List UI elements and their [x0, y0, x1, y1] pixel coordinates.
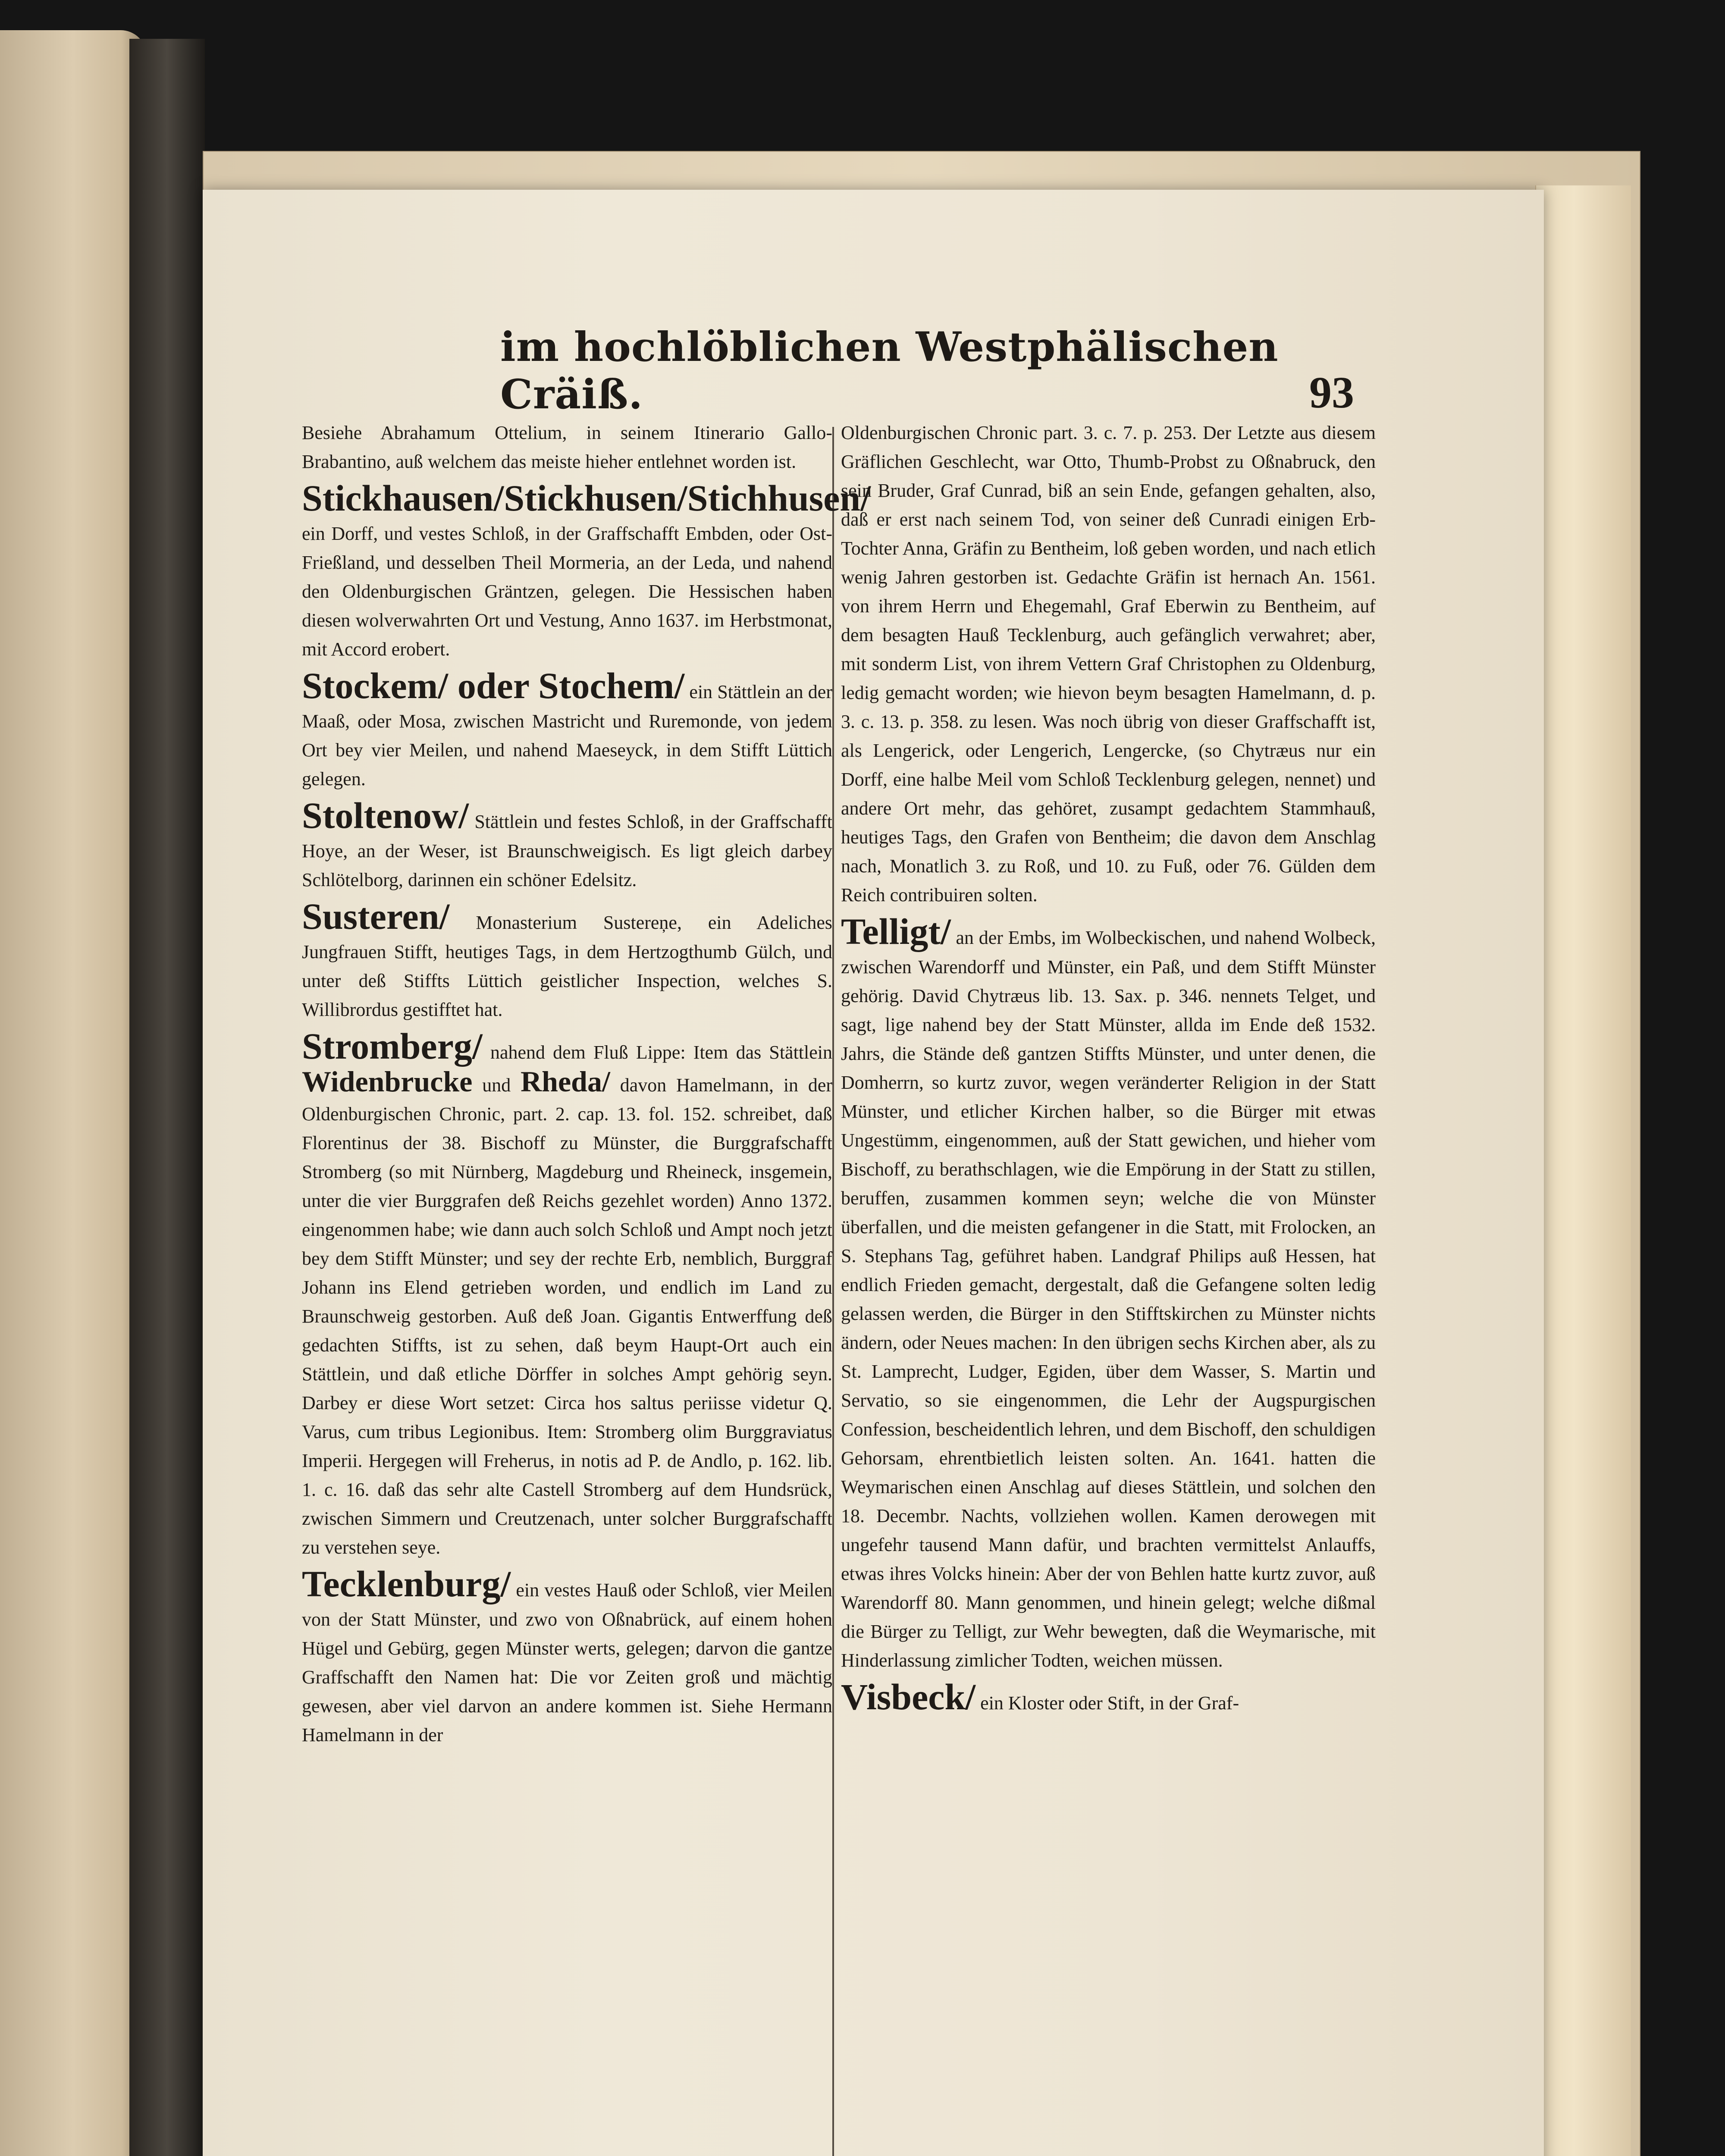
entry-title-tecklenburg: Tecklenburg/	[302, 1563, 511, 1604]
entry-visbeck	[841, 1676, 1376, 1718]
word-und: und	[482, 1075, 511, 1096]
entry-stickhausen	[302, 477, 871, 664]
entry-text-stromberg: davon Hamelmann, in der Oldenburgischen Chronic, part. 2. cap. 13. fol. 152. schreibet, daß Florentinus der 38. Bischoff zu Münster, die Burggrafschafft Stromberg (so mit Nürnberg, Magdeburg und Rheineck, insgemein, unter die vier Burggrafen deß Reichs gezehlet worden) Anno 1372. eingenommen habe; wie dann auch solch Schloß und Ampt noch jetzt bey dem Stifft Münster; und sey der rechte Erb, nemblich, Burggraf Johann ins Elend getrieben worden, und endlich im Land zu Braunschweig gestorben. Auß deß Joan. Gigantis Entwerffung deß gedachten Stiffts, ist zu sehen, daß beym Haupt-Ort auch ein Stättlein, und daß etliche Dörffer in solches Ampt gehörig seyn. Darbey er diese Wort setzet: Circa hos saltus periisse videtur Q. Varus, cum tribus Legionibus. Item: Stromberg olim Burggraviatus Imperii. Hergegen will Freherus, in notis ad P. de Andlo, p. 162. lib. 1. c. 16. daß das sehr alte Castell Stromberg auf dem Hundsrück, zwischen Simmern und Creutzenach, unter solcher Burggrafschafft zu verstehen seye.	[302, 1075, 833, 1558]
left-column	[302, 418, 871, 1750]
entry-text-stickhausen: ein Dorff, und vestes Schloß, in der Graffschafft Embden, oder Ost-Frießland, und desselben Theil Mormeria, an der Leda, und nahend den Oldenburgischen Gräntzen, gelegen. Die Hessischen haben diesen wolverwahrten Ort und Vestung, Anno 1637. im Herbstmonat, mit Accord erobert.	[302, 523, 832, 660]
entry-title-stickhausen: Stickhausen/Stickhusen/Stichhusen/	[302, 477, 871, 519]
entry-stockem	[302, 664, 832, 793]
book-gutter	[129, 39, 205, 2156]
right-column	[841, 418, 1376, 1719]
entry-title-telligt: Telligt/	[841, 911, 951, 952]
entry-lead-stromberg: nahend dem Fluß Lippe: Item das Stättlein	[490, 1042, 832, 1063]
page-number: 93	[1309, 368, 1354, 417]
entry-tecklenburg	[302, 1563, 832, 1749]
page-header	[500, 323, 1354, 418]
entry-stoltenow	[302, 794, 832, 894]
entry-stromberg	[302, 1025, 832, 1562]
entry-telligt	[841, 910, 1376, 1675]
intro-text: Besiehe Abrahamum Ottelium, in seinem Itinerario Gallo-Brabantino, auß welchem das meiste hieher entlehnet worden ist.	[302, 422, 832, 472]
entry-text-telligt: an der Embs, im Wolbeckischen, und nahend Wolbeck, zwischen Warendorff und Münster, ein Paß, und dem Stifft Münster gehörig. David Chytræus lib. 13. Sax. p. 346. nennets Telget, und sagt, lige nahend bey der Statt Münster, allda im Ende deß 1532. Jahrs, die Stände deß gantzen Stiffts Münster, und unter denen, die Domherrn, so kurtz zuvor, wegen veränderter Religion in der Statt Münster, und etlicher Kirchen halber, so die Bürger mit etwas Ungestümm, eingenommen, auß der Statt gewichen, und hieher vom Bischoff, zu berathschlagen, wie die Empörung in der Statt zu stillen, beruffen, zusammen kommen seyn; welche die von Münster überfallen, und die meisten gefangener in die Statt, mit Frolocken, an S. Stephans Tag, geführet haben. Landgraf Philips auß Hessen, hat endlich Frieden gemacht, dergestalt, daß die Gefangene solten ledig gelassen werden, die Bürger in den Stifftskirchen zu Münster nichts ändern, oder Neues machen: In den übrigen sechs Kirchen aber, als zu St. Lamprecht, Ludger, Egiden, über dem Wasser, S. Martin und Servatio, so sie eingenommen, die Lehr der Augspurgischen Confession, bescheidentlich lehren, und dem Bischoff, den schuldigen Gehorsam, ehrentbietlich leisten solten. An. 1641. hatten die Weymarischen einen Anschlag auf dieses Stättlein, und solchen den 18. Decembr. Nachts, vollziehen wollen. Kamen derowegen mit ungefehr tausend Mann dafür, und brachten vermittelst Anlauffs, etwas ihres Volcks hinein: Aber der von Behlen hatte kurtz zuvor, auß Warendorff 80. Mann genommen, und hinein gelegt; welche dißmal die Bürger zu Telligt, zur Wehr bewegten, daß die Weymarische, mit Hinderlassung zimlicher Todten, weichen müssen.	[841, 927, 1376, 1671]
entry-text-stoltenow: Stättlein und festes Schloß, in der Graffschafft Hoye, an der Weser, ist Braunschweigisch. Es ligt gleich darbey Schlötelborg, darinnen ein schöner Edelsitz.	[302, 811, 832, 890]
continued-paragraph	[841, 418, 1376, 909]
entry-text-tecklenburg: ein vestes Hauß oder Schloß, vier Meilen von der Statt Münster, und zwo von Oßnabrück, auf einem hohen Hügel und Gebürg, gegen Münster werts, gelegen; darvon die gantze Graffschafft den Namen hat: Die vor Zeiten groß und mächtig gewesen, aber viel darvon an andere kommen ist. Siehe Hermann Hamelmann in der	[302, 1579, 833, 1745]
continued-text: Oldenburgischen Chronic part. 3. c. 7. p. 253. Der Letzte aus diesem Gräflichen Geschlecht, war Otto, Thumb-Probst zu Oßnabruck, den sein Bruder, Graf Cunrad, biß an sein Ende, gefangen gehalten, also, daß er erst nach seinem Tod, von seiner deß Cunradi einigen Erb-Tochter Anna, Gräfin zu Bentheim, loß geben worden, und nach etlich wenig Jahren gestorben ist. Gedachte Gräfin ist hernach An. 1561. von ihrem Herrn und Ehegemahl, Graf Eberwin zu Bentheim, auf dem besagten Hauß Tecklenburg, auch gefänglich verwahret; aber, mit sonderm List, von ihrem Vettern Graf Christophen zu Oldenburg, ledig gemacht worden; wie hievon beym besagten Hamelmann, d. p. 3. c. 13. p. 358. zu lesen. Was noch übrig von dieser Graffschafft ist, als Lengerick, oder Lengerich, Lengercke, (so Chytræus nur ein Dorff, eine halbe Meil vom Schloß Tecklenburg gelegen, nennet) und andere Ort mehr, das gehöret, zusampt gedachtem Stammhauß, heutiges Tags, den Grafen von Bentheim; die davon dem Anschlag nach, Monatlich 3. zu Roß, und 10. zu Fuß, oder 76. Gülden dem Reich contribuiren solten.	[841, 422, 1376, 906]
entry-title-stoltenow: Stoltenow/	[302, 795, 469, 836]
intro-paragraph	[302, 418, 832, 476]
column-divider	[832, 427, 834, 2156]
entry-title-stromberg: Stromberg/	[302, 1025, 483, 1067]
entry-title-susteren: Susteren/	[302, 896, 450, 937]
page-stack-edge	[1535, 185, 1631, 2156]
running-title: im hochlöblichen Westphälischen Cräiß.	[500, 323, 1279, 418]
entry-title-visbeck: Visbeck/	[841, 1676, 976, 1717]
place-widenbrucke: Widenbrucke	[302, 1065, 473, 1098]
place-rheda: Rheda/	[521, 1065, 610, 1098]
entry-text-stockem: ein Stättlein an der Maaß, oder Mosa, zwischen Mastricht und Ruremonde, von jedem Ort bey vier Meilen, und nahend Maeseyck, in dem Stifft Lüttich gelegen.	[302, 681, 832, 790]
entry-title-stockem: Stockem/ oder Stochem/	[302, 665, 685, 706]
entry-susteren	[302, 895, 832, 1024]
entry-text-visbeck: ein Kloster oder Stift, in der Graf-	[980, 1692, 1239, 1714]
entry-text-susteren: Monasterium Sustereņe, ein Adeliches Jungfrauen Stifft, heutiges Tags, in dem Hertzogthumb Gülch, und unter deß Stiffts Lüttich geistlicher Inspection, welches S. Willibrordus gestifftet hat.	[302, 912, 833, 1020]
facing-page-edge	[0, 30, 147, 2156]
